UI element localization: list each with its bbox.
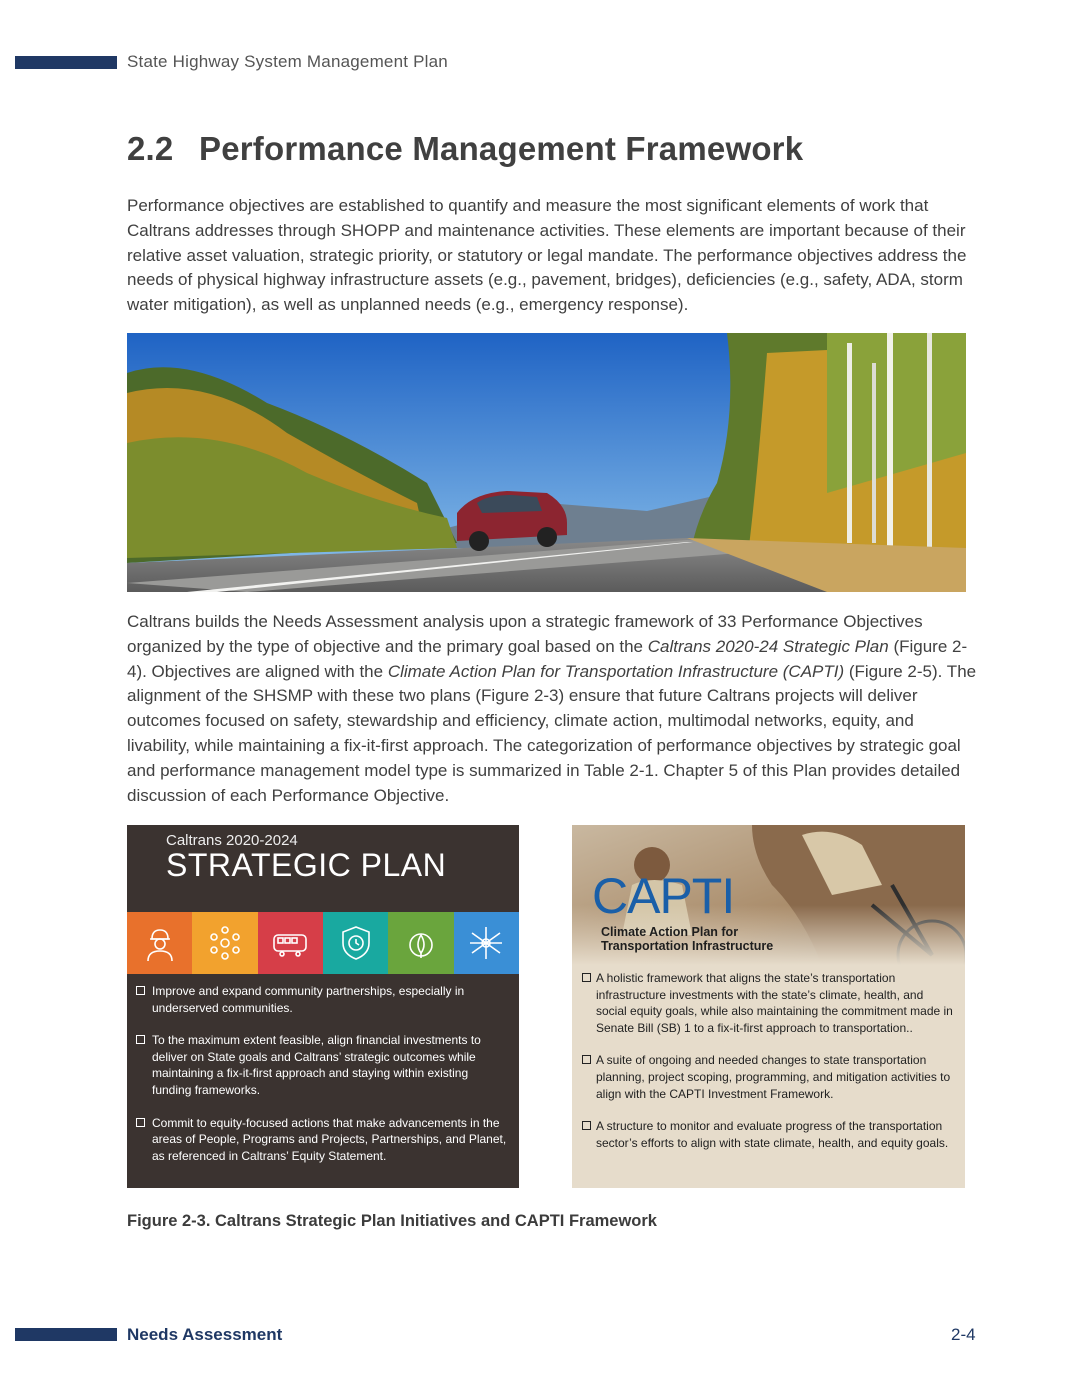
train-icon	[270, 923, 310, 963]
tile-livability	[454, 912, 519, 974]
intro-paragraph: Performance objectives are established to quantify and measure the most significant elements of work that Caltrans addresses through SHOPP and maintenance activities. These elements are important because of their relative asset valuation, strategic priority, or statutory or legal mandate. The performance objectives address the needs of physical highway infrastructure assets (e.g., pavement, bridges), deficiencies (e.g., safety, ADA, storm water mitigation), as well as unplanned needs (e.g., emergency response).	[127, 196, 967, 315]
strategic-plan-subtitle: Caltrans 2020-2024	[166, 832, 298, 849]
header-bar	[15, 56, 117, 69]
framework-paragraph	[127, 610, 977, 808]
capti-logo: CAPTI	[592, 868, 735, 924]
capti-subtitle-line1: Climate Action Plan for	[601, 925, 739, 939]
list-item	[582, 970, 957, 1036]
tile-stewardship	[192, 912, 257, 974]
tile-climate	[323, 912, 388, 974]
list-item-text: A structure to monitor and evaluate progress of the transportation sector’s efforts to align with state climate, health, and equity goals.	[596, 1119, 949, 1150]
capti-panel	[572, 825, 965, 1188]
list-item	[136, 983, 508, 1016]
capti-list	[582, 970, 957, 1167]
strategic-plan-panel	[127, 825, 519, 1188]
highway-photo	[127, 333, 966, 592]
strategic-plan-reference: Caltrans 2020-24 Strategic Plan	[647, 636, 889, 656]
tile-safety	[127, 912, 192, 974]
section-heading	[127, 130, 803, 168]
checkbox-icon	[582, 973, 591, 982]
checkbox-icon	[582, 1055, 591, 1064]
capti-subtitle-line2: Transportation Infrastructure	[601, 939, 774, 953]
paragraph2-part2: (Figure 2-4). Objectives are aligned with the	[127, 636, 968, 681]
checkbox-icon	[136, 1035, 145, 1044]
list-item	[582, 1118, 957, 1151]
network-icon	[466, 923, 506, 963]
section-title: Performance Management Framework	[199, 130, 804, 167]
paragraph2-part1: Caltrans builds the Needs Assessment analysis upon a strategic framework of 33 Performance Objectives organized by the type of objective and the primary goal based on the	[127, 612, 923, 656]
checkbox-icon	[136, 986, 145, 995]
list-item-text: Improve and expand community partnerships, especially in underserved communities.	[152, 984, 465, 1015]
checkbox-icon	[136, 1118, 145, 1127]
strategic-plan-icon-strip	[127, 912, 519, 974]
list-item-text: A suite of ongoing and needed changes to state transportation planning, project scoping, programming, and mitigation activities to align with the CAPTI Investment Framework.	[596, 1053, 951, 1101]
strategic-plan-title: STRATEGIC PLAN	[166, 847, 447, 883]
gear-leaf-icon	[401, 923, 441, 963]
list-item	[582, 1052, 957, 1102]
tile-multimodal	[258, 912, 323, 974]
page-number: 2-4	[951, 1325, 976, 1344]
worker-icon	[140, 923, 180, 963]
strategic-plan-list	[136, 983, 508, 1180]
figure-caption: Figure 2-3. Caltrans Strategic Plan Initiatives and CAPTI Framework	[127, 1212, 657, 1230]
footer-bar	[15, 1328, 117, 1341]
list-item	[136, 1032, 508, 1098]
capti-reference: Climate Action Plan for Transportation Infrastructure (CAPTI)	[387, 661, 845, 681]
shield-clock-icon	[336, 923, 376, 963]
list-item-text: A holistic framework that aligns the state’s transportation infrastructure investments with the state’s climate, health, and social equity goals, while also maintaining the commitment made in Senate Bill (SB) 1 to a fix-it-first approach to transportation..	[596, 971, 953, 1035]
tile-equity	[388, 912, 453, 974]
list-item-text: Commit to equity-focused actions that make advancements in the areas of People, Programs and Projects, Partnerships, and Planet, as referenced in Caltrans’ Equity Statement.	[152, 1115, 507, 1163]
section-number: 2.2	[127, 130, 174, 167]
capti-subtitle	[601, 925, 773, 953]
footer-section: Needs Assessment	[127, 1325, 283, 1344]
header-title: State Highway System Management Plan	[127, 52, 448, 71]
checkbox-icon	[582, 1121, 591, 1130]
list-item-text: To the maximum extent feasible, align financial investments to deliver on State goals and Caltrans’ strategic outcomes while maintaining a fix-it-first approach and staying within existing funding frameworks.	[152, 1033, 481, 1097]
list-item	[136, 1115, 508, 1165]
paragraph2-part3: (Figure 2-5). The alignment of the SHSMP with these two plans (Figure 2-3) ensure that future Caltrans projects will deliver outcomes focused on safety, stewardship and efficiency, climate action, multimodal networks, equity, and livability, while maintaining a fix-it-first approach. The categorization of performance objectives by strategic goal and performance management model type is summarized in Table 2-1. Chapter 5 of this Plan provides detailed discussion of each Performance Objective.	[127, 661, 977, 805]
people-network-icon	[205, 923, 245, 963]
